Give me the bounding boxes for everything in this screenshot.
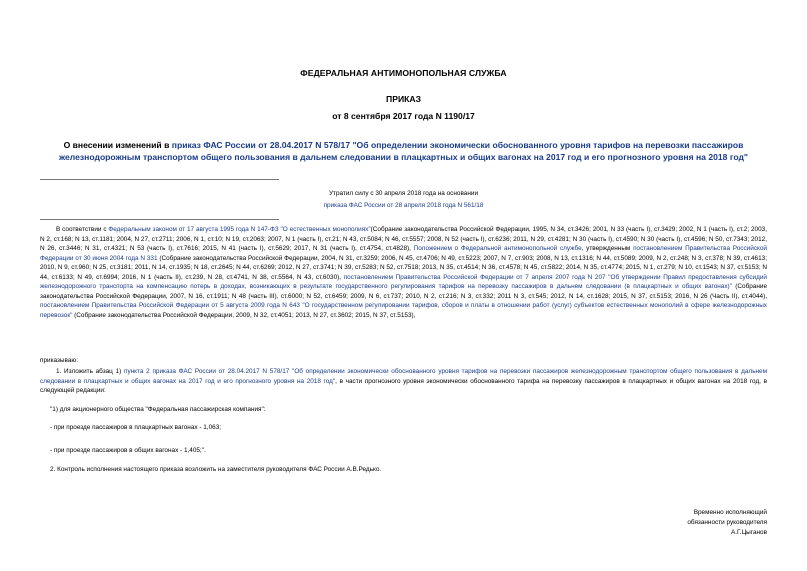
document-date: от 8 сентября 2017 года N 1190/17: [332, 111, 475, 121]
order-intro: приказываю:: [40, 357, 78, 364]
preamble-text-2: (Собрание законодательства Российской Федерации, 1995, N 34, ст.3426; 2001, N 33 (часть I), ст.3429; 2002, N 1 (часть I), ст.2; 2003, N 2, ст.168; N 13, ст.1181; 2004, N 27, ст.2711; 2006, N 1, ст.10; N 19, ст.2063; 2007, N 1 (часть I), ст.21; N 43, ст.5084; N 46, ст.5557; 2008, N 52 (часть I), ст.6236; 2011, N 29, ст.4281; N 30 (часть I), ст.4590; N 30 (часть I), ст.4596; N 50, ст.7343; 2012, N 26, ст.3446; N 31, ст.4321; N 53 (часть I), ст.7616; 2015, N 41 (часть I), ст.5629; 2017, N 31 (часть I), ст.4754, ст.4828),: [40, 226, 767, 252]
document-type: ПРИКАЗ: [386, 94, 421, 104]
item-1-order-link[interactable]: пункта 2 приказа ФАС России от 28.04.2017 N 578/17 "Об определении экономически обоснованного уровня тарифов на перевозки пассажиров железнодорожным транспортом общего пользования в дальнем следовании в плацкартных и общих вагонах на 2017 год и его прогнозного уровня на 2018 год": [40, 368, 768, 385]
resolution-331-link[interactable]: постановлением Правительства Российской Федерации от 30 июня 2004 года N 331: [40, 245, 768, 262]
expired-text: Утратил силу с 30 апреля 2018 года на основании: [328, 190, 479, 197]
quote-company: "1) для акционерного общества "Федеральная пассажирская компания":: [50, 406, 266, 413]
divider-bottom: [40, 219, 279, 220]
expired-notice: [40, 188, 767, 212]
fas-regulation-link[interactable]: Положением о Федеральной антимонопольной службе: [413, 245, 582, 252]
preamble-text-5: (Собрание законодательства Российской Федерации, 2007, N 16, ст.1911; N 48 (часть III), ст.6000; N 52, ст.6459; 2009, N 6, ст.737; 2010, N 2, ст.216; N 3, ст.332; 2011 N 3, ст.545; 2012, N 14, ст.1628; 2015, N 37, ст.5153; 2016, N 26 (Часть II), ст.4044),: [40, 283, 767, 300]
item-1-text-1: 1. Изложить абзац 1): [56, 368, 124, 375]
item-1-paragraph: [40, 367, 767, 396]
signature-line-1: Временно исполняющий: [693, 509, 767, 516]
quote-common-tariff: - при проезде пассажиров в общих вагонах - 1,405;".: [50, 447, 206, 454]
resolution-207-link[interactable]: постановлением Правительства Российской Федерации от 7 апреля 2007 года N 207 "Об утверждении Правил предоставления субсидий железнодорожного транспорта на компенсацию потерь в доходах, возникающих в результате государственного регулирования тарифов на перевозку пассажиров в дальнем следовании (в плацкартных и общих вагонах)": [40, 273, 767, 290]
agency-name: ФЕДЕРАЛЬНАЯ АНТИМОНОПОЛЬНАЯ СЛУЖБА: [300, 68, 507, 78]
federal-law-link[interactable]: Федеральным законом от 17 августа 1995 года N 147-ФЗ "О естественных монополиях": [108, 226, 371, 233]
expired-order-link[interactable]: приказа ФАС России от 28 апреля 2018 года N 561/18: [323, 202, 484, 209]
preamble-text-3: , утвержденным: [581, 245, 634, 252]
quote-platzkart-tariff: - при проезде пассажиров в плацкартных вагонах - 1,063;: [50, 424, 222, 431]
preamble-text-1: В соответствии с: [56, 226, 109, 233]
signature-block: [687, 508, 767, 538]
document-title: [40, 140, 767, 163]
item-2-paragraph: 2. Контроль исполнения настоящего приказа возложить на заместителя руководителя ФАС России А.В.Редько.: [50, 466, 382, 473]
title-prefix: О внесении изменений в: [63, 140, 172, 150]
preamble-text-4: (Собрание законодательства Российской Федерации, 2004, N 31, ст.3259; 2006, N 45, ст.4706; N 49, ст.5223; 2007, N 7, ст.903; 2008, N 13, ст.1316; N 44, ст.5089; 2009, N 2, ст.248; N 3, ст.378; N 39, ст.4613; 2010, N 9, ст.960; N 25, ст.3181; 2011, N 14, ст.1935; N 18, ст.2645; N 44, ст.6269; 2012, N 27, ст.3741; N 39, ст.5283; N 52, ст.7518; 2013, N 35, ст.4514; N 36, ст.4578; N 45, ст.5822; 2014, N 35, ст.4774; 2015, N 1, ст.279; N 10, ст.1543; N 37, ст.5153; N 44, ст.6133; N 49, ст.6994; 2016, N 1 (часть II), ст.239, N 28, ст.4741, N 38, ст.5564, N 43, ст.6030),: [40, 254, 767, 281]
preamble-paragraph: [40, 225, 767, 320]
preamble-text-6: (Собрание законодательства Российской Федерации, 2009, N 32, ст.4051; 2013, N 27, ст.3602; 2015, N 37, ст.5153),: [72, 311, 416, 319]
item-1-text-2: , в части прогнозного уровня экономически обоснованного тарифа на перевозку пассажиров в плацкартных и общих вагонах на 2018 год, в следующей редакции:: [40, 377, 767, 394]
divider-top: [40, 179, 279, 180]
signature-name: А.Г.Цыганов: [730, 529, 767, 536]
resolution-643-link[interactable]: постановлением Правительства Российской Федерации от 5 августа 2009 года N 643 "О государственном регулировании тарифов, сборов и платы в отношении работ (услуг) субъектов естественных монополий в сфере железнодорожных перевозок": [40, 302, 767, 319]
title-order-link[interactable]: приказ ФАС России от 28.04.2017 N 578/17 "Об определении экономически обоснованного уровня тарифов на перевозки пассажиров железнодорожным транспортом общего пользования в дальнем следовании в плацкартных и общих вагонах на 2017 год и его прогнозного уровня на 2018 год": [59, 140, 748, 162]
signature-line-2: обязанности руководителя: [687, 519, 767, 526]
